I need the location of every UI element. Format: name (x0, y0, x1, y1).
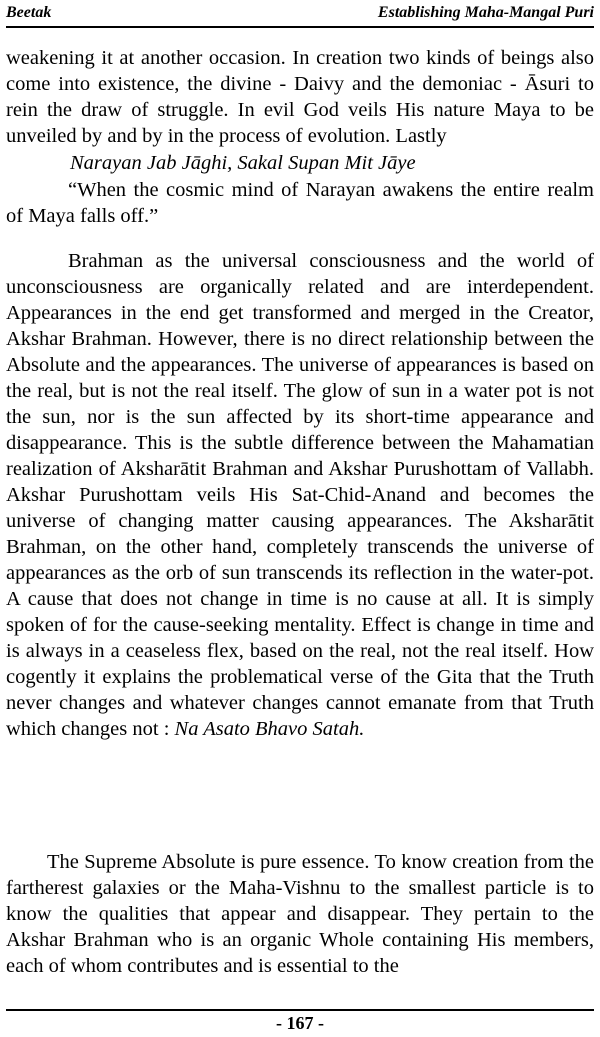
header-rule (6, 26, 594, 28)
paragraph-continuation: weakening it at another occasion. In creation two kinds of beings also come into existence, the divine - Daivy and the demoniac - Āsuri to rein the draw of struggle. In evil God veils His nature Maya to be unveiled by and by in the process of evolution. Lastly (6, 47, 594, 147)
header-chapter-title: Establishing Maha-Mangal Puri (377, 4, 594, 21)
paragraph-verse-translation: “When the cosmic mind of Narayan awakens the entire realm of Maya falls off.” (6, 179, 594, 227)
paragraph-brahman (6, 248, 594, 742)
page-number: - 167 - (276, 1013, 324, 1033)
paragraph-supreme-absolute: The Supreme Absolute is pure essence. To know creation from the fartherest galaxies or the Maha-Vishnu to the smallest particle is to know the qualities that appear and disappear. They pertain to the Akshar Brahman who is an organic Whole containing His members, each of whom contributes and is essential to the (6, 851, 594, 977)
header-book-title: Beetak (6, 4, 52, 21)
paragraph-brahman-text: Brahman as the universal consciousness and the world of unconsciousness are organically related and are interdependent. Appearances in the end get transformed and merged in the Creator, Akshar Brahman. However, there is no direct relationship between the Absolute and the appearances. The universe of appearances is based on the real, but is not the real itself. The glow of sun in a water pot is not the sun, nor is the sun affected by its short-time appearance and disappearance. This is the subtle difference between the Mahamatian realization of Aksharātit Brahman and Akshar Purushottam of Vallabh. Akshar Purushottam veils His Sat-Chid-Anand and becomes the universe of changing matter causing appearances. The Aksharātit Brahman, on the other hand, completely transcends the universe of appearances as the orb of sun transcends its reflection in the water-pot. A cause that does not change in time is no cause at all. It is simply spoken of for the cause-seeking mentality. Effect is change in time and is always in a ceaseless flex, based on the real, not the real itself. How cogently it explains the problematical verse of the Gita that the Truth never changes and whatever changes cannot emanate from that Truth which changes not : (6, 250, 594, 740)
footer-rule (6, 1009, 594, 1011)
sanskrit-quote: Na Asato Bhavo Satah. (174, 718, 365, 740)
verse-line: Narayan Jab Jāghi, Sakal Supan Mit Jāye (70, 152, 416, 174)
running-header (6, 0, 594, 24)
